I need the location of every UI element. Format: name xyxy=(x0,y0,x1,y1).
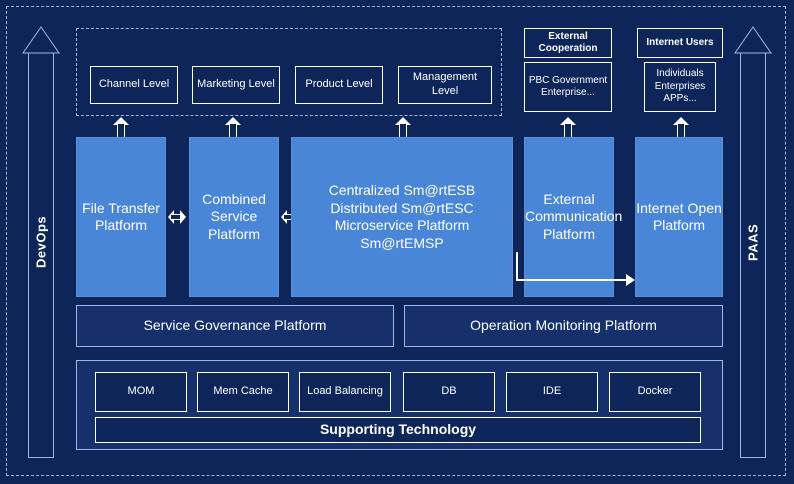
platform-external-communication-label: External Communication Platform xyxy=(525,190,623,242)
external-cooperation-body-label: PBC Government Enterprise... xyxy=(528,74,608,98)
platform-combined-service[interactable] xyxy=(189,137,279,297)
paas-label: PAAS xyxy=(745,223,761,261)
service-governance-platform[interactable] xyxy=(76,305,394,347)
external-cooperation-title xyxy=(524,28,612,58)
platform-internet-open-label: Internet Open Platform xyxy=(636,199,722,233)
connector-arrowhead-icon xyxy=(626,274,635,286)
platform-combined-service-label: Combined Service Platform xyxy=(202,190,266,242)
service-governance-platform-label: Service Governance Platform xyxy=(143,317,327,334)
internet-users-body[interactable] xyxy=(644,62,716,112)
tech-load-balancing[interactable] xyxy=(299,372,391,412)
arrow-up-combined-service xyxy=(225,117,241,139)
operation-monitoring-platform-label: Operation Monitoring Platform xyxy=(470,317,657,334)
arrow-up-external-comm xyxy=(560,117,576,139)
level-management-label: Management Level xyxy=(412,71,478,97)
platform-internet-open[interactable] xyxy=(635,137,723,297)
tech-mem-cache[interactable] xyxy=(197,372,289,412)
level-channel[interactable] xyxy=(90,66,178,104)
tech-ide-label: IDE xyxy=(542,385,562,398)
arrow-up-esb xyxy=(395,117,411,139)
supporting-technology-label: Supporting Technology xyxy=(319,421,477,438)
platform-file-transfer-label: File Transfer Platform xyxy=(82,199,160,233)
connector-vertical-esb xyxy=(516,252,518,281)
tech-docker[interactable] xyxy=(609,372,701,412)
platform-file-transfer[interactable] xyxy=(76,137,166,297)
level-product-label: Product Level xyxy=(305,78,373,91)
external-cooperation-body[interactable] xyxy=(524,62,612,112)
platform-external-communication[interactable] xyxy=(524,137,623,297)
level-marketing-label: Marketing Level xyxy=(197,78,275,91)
arrow-up-internet-open xyxy=(673,117,689,139)
sidebar-paas xyxy=(734,26,772,458)
tech-db-label: DB xyxy=(441,385,457,398)
internet-users-body-label: Individuals Enterprises APPs... xyxy=(654,68,706,105)
platform-esb-line-1: Centralized Sm@rtESB xyxy=(328,182,476,198)
supporting-technology-bar[interactable] xyxy=(95,417,701,443)
arrow-up-file-transfer xyxy=(113,117,129,139)
sidebar-devops xyxy=(22,26,60,458)
platform-esb-suite[interactable] xyxy=(291,137,513,297)
tech-db[interactable] xyxy=(403,372,495,412)
tech-mem-cache-label: Mem Cache xyxy=(213,385,273,398)
platform-esb-line-3: Microservice Platform Sm@rtEMSP xyxy=(334,217,470,251)
internet-users-title-label: Internet Users xyxy=(646,36,714,48)
arrow-file-to-combined xyxy=(168,210,186,224)
tech-load-balancing-label: Load Balancing xyxy=(307,385,383,398)
devops-label: DevOps xyxy=(33,215,49,269)
tech-mom-label: MOM xyxy=(127,385,155,398)
tech-mom[interactable] xyxy=(95,372,187,412)
tech-docker-label: Docker xyxy=(637,385,673,398)
external-cooperation-title-label: External Cooperation xyxy=(538,30,598,54)
platform-esb-line-2: Distributed Sm@rtESC xyxy=(330,199,474,216)
level-product[interactable] xyxy=(295,66,383,104)
tech-ide[interactable] xyxy=(506,372,598,412)
level-channel-label: Channel Level xyxy=(98,78,170,91)
internet-users-title xyxy=(637,28,723,58)
level-management[interactable] xyxy=(398,66,492,104)
connector-horizontal-esb xyxy=(516,279,630,281)
arrow-right-head-icon xyxy=(180,210,186,224)
operation-monitoring-platform[interactable] xyxy=(404,305,723,347)
level-marketing[interactable] xyxy=(192,66,280,104)
